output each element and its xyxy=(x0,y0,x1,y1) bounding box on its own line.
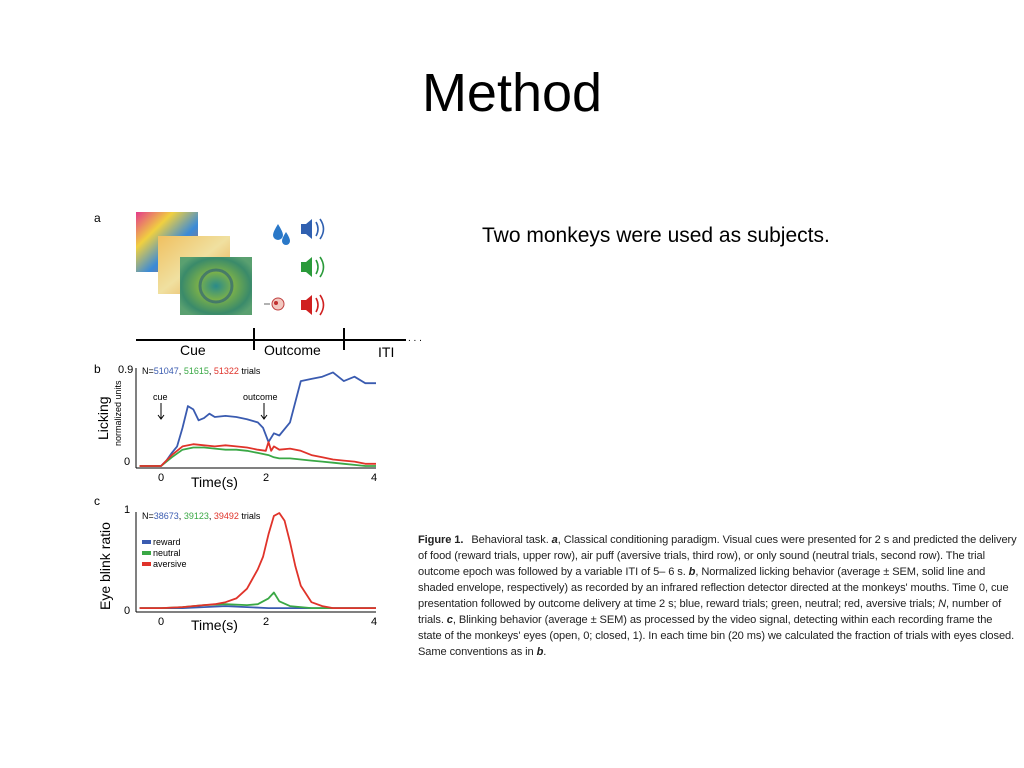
panel-b-n-count: N=51047, 51615, 51322 trials xyxy=(142,366,261,376)
panel-b-xtick-4: 4 xyxy=(371,472,378,484)
outcome-label: outcome xyxy=(243,392,278,402)
timeline xyxy=(136,328,422,360)
figure-caption: Figure 1. Behavioral task. a, Classical conditioning paradigm. Visual cues were presented for 2 s and predicted the delivery of food (reward trials, upper row), air puff (aversive trials, third row), or only sound (neutral trials, second row). The trial outcome epoch was followed by a variable ITI of 5– 6 s. b, Normalized licking behavior (average ± SEM, solid line and shaded envelope, respectively) as recorded by an infrared reflection detector directed at the monkeys' mouths. Time 0, cue presentation followed by outcome delivery at time 2 s; blue, reward trials; green, neutral; red, aversive trials; N, number of trials. c, Blinking behavior (average ± SEM) as processed by the video signal, detecting within each recording frame the state of the monkeys' eyes (open, 0; closed, 1). In each time bin (20 ms) we calculated the fraction of trials with eyes closed. Same conventions as in b. xyxy=(418,534,1017,658)
caption-lead: Figure 1. xyxy=(418,534,464,546)
panel-c-ylabel: Eye blink ratio xyxy=(97,522,113,610)
panel-b-ybottom: 0 xyxy=(124,456,131,468)
panel-b-ylabel: Licking xyxy=(95,396,111,440)
cue-label: cue xyxy=(153,392,168,402)
panel-c-legend xyxy=(142,537,187,569)
panel-a-label: a xyxy=(94,211,101,225)
legend-neutral: neutral xyxy=(153,548,181,558)
legend-reward: reward xyxy=(153,537,181,547)
slide-title: Method xyxy=(421,63,603,123)
air-puff-icon xyxy=(264,298,284,310)
panel-c-n-count: N=38673, 39123, 39492 trials xyxy=(142,511,261,521)
panel-b-xlabel: Time(s) xyxy=(191,474,238,490)
panel-b-xtick-2: 2 xyxy=(263,472,270,484)
cue-arrow xyxy=(158,403,164,419)
speaker-icon xyxy=(301,219,324,239)
panel-c-xtick-2: 2 xyxy=(263,616,270,628)
panel-c-xlabel: Time(s) xyxy=(191,617,238,633)
timeline-outcome: Outcome xyxy=(264,342,321,358)
licking-plot xyxy=(136,368,376,468)
panel-b-ylabel-sub: normalized units xyxy=(113,380,123,446)
panel-b-xtick-0: 0 xyxy=(158,472,165,484)
panel-c-ybottom: 0 xyxy=(124,605,131,617)
speaker-icon xyxy=(301,295,324,315)
water-drop-icon xyxy=(273,224,290,245)
panel-c-xtick-4: 4 xyxy=(371,616,378,628)
timeline-iti: ITI xyxy=(378,344,395,360)
visual-cue-images xyxy=(136,212,252,315)
panel-b-label: b xyxy=(94,362,101,376)
panel-b-ytop: 0.9 xyxy=(118,364,134,376)
outcome-arrow xyxy=(261,403,267,419)
blink-neutral-line xyxy=(140,593,377,609)
panel-c-label: c xyxy=(94,494,100,508)
speaker-icon xyxy=(301,257,324,277)
panel-c-xtick-0: 0 xyxy=(158,616,165,628)
figure-1 xyxy=(88,200,448,640)
timeline-ellipsis: . . . xyxy=(408,333,422,344)
timeline-cue: Cue xyxy=(180,342,206,358)
panel-c-ytop: 1 xyxy=(124,504,131,516)
legend-aversive: aversive xyxy=(153,559,187,569)
subject-text: Two monkeys were used as subjects. xyxy=(482,224,830,247)
